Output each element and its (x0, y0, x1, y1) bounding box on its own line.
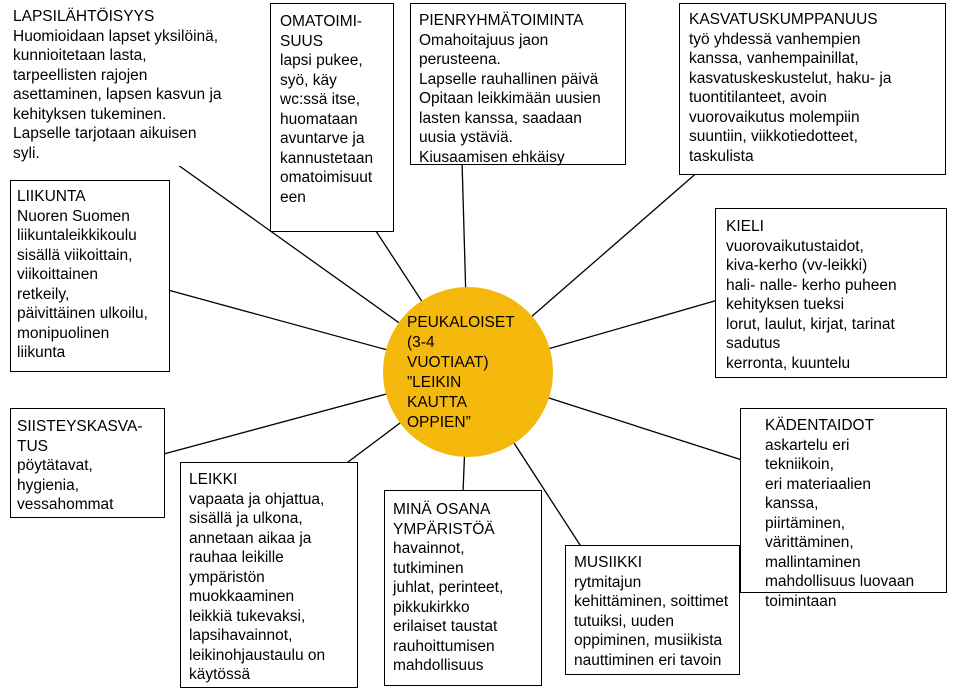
box-lapsilahtoisyys (10, 3, 253, 166)
kieli-title: KIELI (726, 218, 764, 235)
kasvatuskumppanuus-text: työ yhdessä vanhempien kanssa, vanhempainillat, kasvatuskeskustelut, haku- ja tuontitilanteet, avoin vuorovaikutus molempiin suuntiin, viikkotiedotteet, taskulista (689, 30, 892, 165)
box-kadentaidot (740, 408, 947, 610)
box-musiikki (565, 545, 740, 675)
siisteyskasvatus-title: SIISTEYSKASVA- TUS (17, 418, 143, 455)
kadentaidot-title: KÄDENTAIDOT (765, 417, 875, 434)
pienryhmatoiminta-text: Omahoitajuus jaon perusteena. Lapselle rauhallinen päivä Opitaan leikkimään uusien lasten kanssa, saadaan uusia ystäviä. Kiusaamisen ehkäisy (419, 31, 601, 166)
omatoimisuus-text: lapsi pukee, syö, käy wc:ssä itse, huomataan avuntarve ja kannustetaan omatoimisuut een (280, 52, 374, 206)
box-kasvatuskumppanuus (679, 3, 946, 175)
box-omatoimisuus (270, 3, 394, 232)
siisteyskasvatus-text: pöytätavat, hygienia, vessahommat (17, 457, 114, 513)
musiikki-text: rytmitajun kehittäminen, soittimet tutuiksi, uuden oppiminen, musiikista nauttiminen eri tavoin (574, 573, 729, 669)
box-pienryhmatoiminta (410, 3, 626, 165)
leikki-title: LEIKKI (189, 471, 238, 488)
box-kieli (715, 208, 947, 378)
omatoimisuus-title: OMATOIMI- SUUS (280, 13, 363, 50)
kadentaidot-text: askartelu eri tekniikoin, eri materiaalien kanssa, piirtäminen, värittäminen, mallintaminen mahdollisuus luovaan toimintaan (765, 436, 915, 610)
lapsilahtoisyys-text: Huomioidaan lapset yksilöinä, kunnioitetaan lasta, tarpeellisten rajojen asettaminen, lapsen kasvun ja kehityksen tukeminen. Lapselle tarjotaan aikuisen syli. (13, 27, 222, 162)
kieli-text: vuorovaikutustaidot, kiva-kerho (vv-leikki) hali- nalle- kerho puheen kehityksen tueksi lorut, laulut, kirjat, tarinat sadutus kerronta, kuuntelu (726, 237, 897, 372)
liikunta-text: Nuoren Suomen liikuntaleikkikoulu sisällä viikoittain, viikoittainen retkeily, päivittäinen ulkoilu, monipuolinen liikunta (17, 207, 148, 361)
box-mina-osana (384, 490, 542, 686)
center-label: PEUKALOISET (3-4 VUOTIAAT) ”LEIKIN KAUTTA OPPIEN” (407, 314, 515, 431)
pienryhmatoiminta-title: PIENRYHMÄTOIMINTA (419, 12, 584, 29)
liikunta-title: LIIKUNTA (17, 188, 86, 205)
musiikki-title: MUSIIKKI (574, 554, 643, 571)
kasvatuskumppanuus-title: KASVATUSKUMPPANUUS (689, 11, 878, 28)
leikki-text: vapaata ja ohjattua, sisällä ja ulkona, annetaan aikaa ja rauhaa leikille ympäristön muokkaaminen leikkiä tukevaksi, lapsihavainnot, leikinohjaustaulu on käytössä (189, 490, 326, 683)
mina-osana-title: MINÄ OSANA YMPÄRISTÖÄ (393, 501, 495, 538)
box-leikki (180, 462, 358, 688)
mina-osana-text: havainnot, tutkiminen juhlat, perinteet, pikkukirkko erilaiset taustat rauhoittumisen mahdollisuus (393, 540, 504, 674)
box-siisteyskasvatus (10, 408, 165, 518)
box-liikunta (10, 180, 170, 372)
lapsilahtoisyys-title: LAPSILÄHTÖISYYS (13, 8, 155, 25)
